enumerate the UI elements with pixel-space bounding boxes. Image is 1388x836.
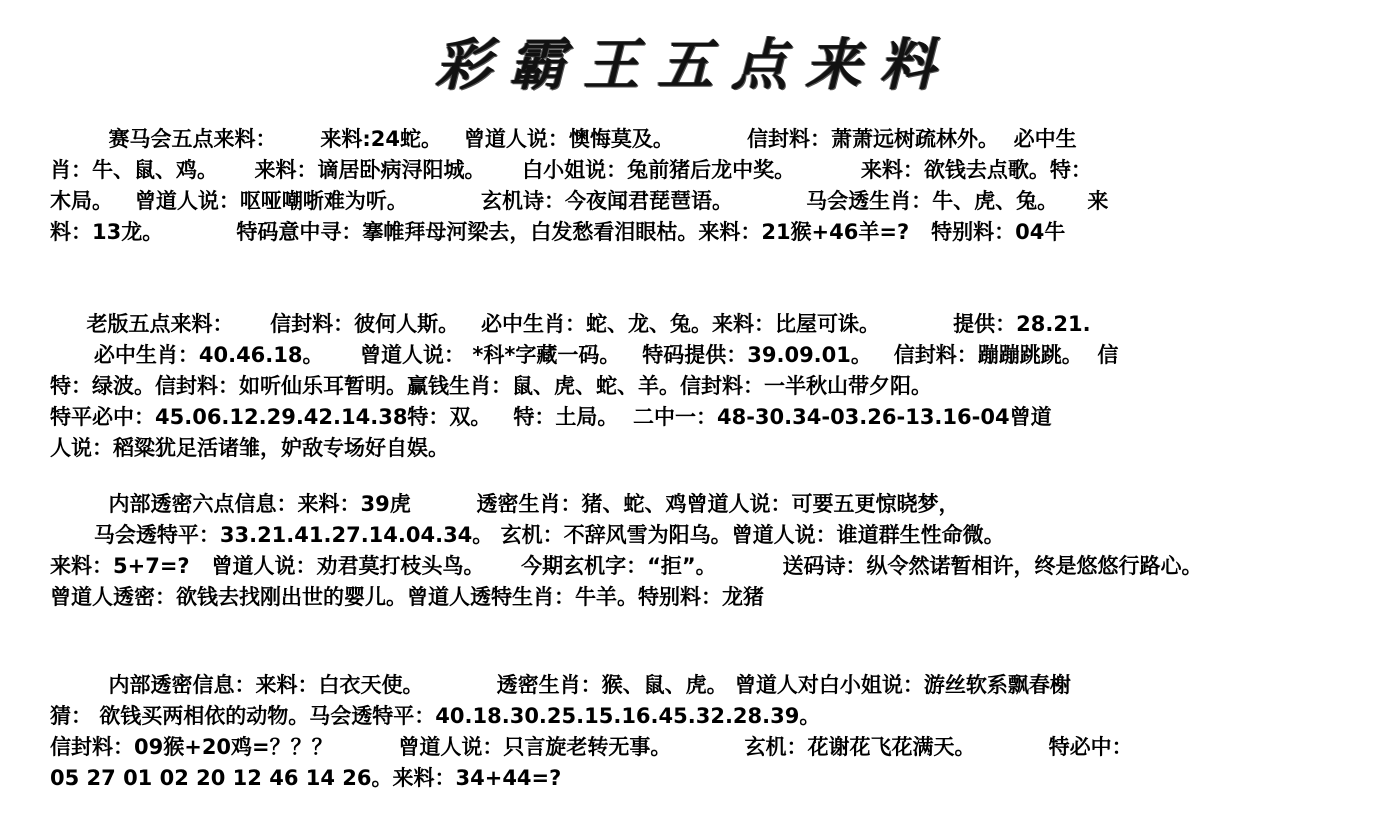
text-line: 05 27 01 02 20 12 46 14 26。来料：34+44=?: [50, 766, 562, 790]
text-line: 信封料：09猴+20鸡=？？？ 曾道人说：只言旋老转无事。 玄机：花谢花飞花满天。 特必中：: [50, 735, 1133, 759]
text-line: 曾道人透密：欲钱去找刚出世的婴儿。曾道人透特生肖：牛羊。特别料：龙猪: [50, 585, 764, 609]
text-line: 内部透密六点信息：来料：39虎 透密生肖：猪、蛇、鸡曾道人说：可要五更惊晓梦，: [50, 492, 960, 516]
text-line: 来料：5+7=? 曾道人说：劝君莫打枝头鸟。 今期玄机字：“拒”。 送码诗：纵令然诺暂相许，终是悠悠行路心。: [50, 554, 1203, 578]
text-line: 必中生肖：40.46.18。 曾道人说： *科*字藏一码。 特码提供：39.09.01。 信封料：蹦蹦跳跳。 信: [50, 343, 1119, 367]
text-line: 赛马会五点来料： 来料:24蛇。 曾道人说：懊悔莫及。 信封料：萧萧远树疏林外。 必中生: [50, 127, 1077, 151]
page-title: 彩霸王五点来料: [435, 32, 953, 98]
text-line: 人说：稻粱犹足活诸雏，妒敌专场好自娱。: [50, 436, 449, 460]
text-line: 肖：牛、鼠、鸡。 来料：谪居卧病浔阳城。 白小姐说：兔前猪后龙中奖。 来料：欲钱去点歌。特：: [50, 158, 1092, 182]
text-line: 特：绿波。信封料：如听仙乐耳暂明。赢钱生肖：鼠、虎、蛇、羊。信封料：一半秋山带夕阳。: [50, 374, 932, 398]
text-line: 老版五点来料： 信封料：彼何人斯。 必中生肖：蛇、龙、兔。来料：比屋可诛。 提供：28.21.: [50, 312, 1091, 336]
text-line: 马会透特平：33.21.41.27.14.04.34。 玄机：不辞风雪为阳乌。曾道人说：谁道群生性命微。: [50, 523, 1005, 547]
text-line: 猜： 欲钱买两相依的动物。马会透特平：40.18.30.25.15.16.45.32.28.39。: [50, 704, 821, 728]
text-line: 木局。 曾道人说：呕哑嘲哳难为听。 玄机诗：今夜闻君琵琶语。 马会透生肖：牛、虎、兔。 来: [50, 189, 1109, 213]
text-line: 料：13龙。 特码意中寻：搴帷拜母河梁去，白发愁看泪眼枯。来料：21猴+46羊=? 特别料：04牛: [50, 220, 1066, 244]
text-line: 特平必中：45.06.12.29.42.14.38特：双。 特：土局。 二中一：48-30.34-03.26-13.16-04曾道: [50, 405, 1052, 429]
text-line: 内部透密信息：来料：白衣天使。 透密生肖：猴、鼠、虎。 曾道人对白小姐说：游丝软系飘春榭: [50, 673, 1071, 697]
